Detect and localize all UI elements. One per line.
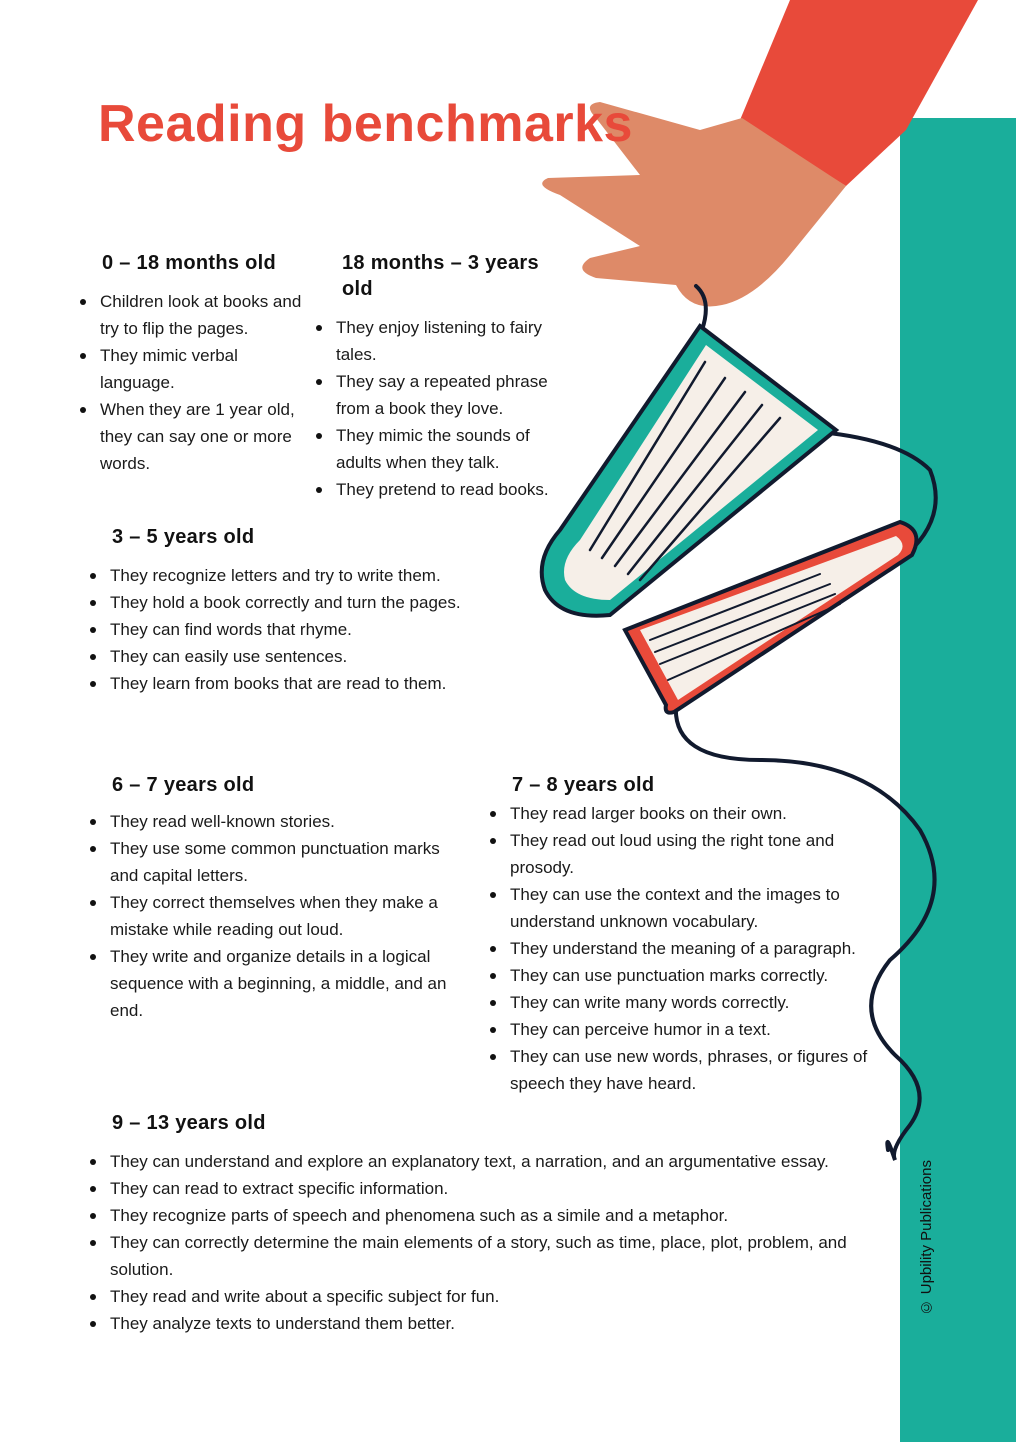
list-item: They recognize parts of speech and phenomena such as a simile and a metaphor.: [88, 1202, 878, 1229]
bullet-list: [488, 800, 890, 1097]
list-item: They read well-known stories.: [88, 808, 460, 835]
list-item: They write and organize details in a logical sequence with a beginning, a middle, and an end.: [88, 943, 460, 1024]
section-heading: 9 – 13 years old: [112, 1112, 266, 1134]
bullet-list: [88, 808, 460, 1024]
section-18-months-3-years: [314, 250, 564, 503]
section-0-18-months: [78, 250, 316, 477]
list-item: They can correctly determine the main elements of a story, such as time, place, plot, problem, and solution.: [88, 1229, 878, 1283]
list-item: They can read to extract specific information.: [88, 1175, 878, 1202]
list-item: They recognize letters and try to write them.: [88, 562, 508, 589]
list-item: They read out loud using the right tone and prosody.: [488, 827, 890, 881]
section-3-5-years: [88, 524, 508, 697]
section-7-8-years: [488, 772, 890, 1097]
page-title: Reading benchmarks: [98, 95, 633, 153]
list-item: They mimic verbal language.: [78, 342, 316, 396]
list-item: They can perceive humor in a text.: [488, 1016, 890, 1043]
list-item: Children look at books and try to flip the pages.: [78, 288, 316, 342]
list-item: They say a repeated phrase from a book they love.: [314, 368, 564, 422]
list-item: They hold a book correctly and turn the pages.: [88, 589, 508, 616]
section-6-7-years: [88, 772, 460, 1024]
list-item: They understand the meaning of a paragraph.: [488, 935, 890, 962]
section-heading: 7 – 8 years old: [512, 774, 655, 796]
list-item: They can easily use sentences.: [88, 643, 508, 670]
copyright-credit: © Upbility Publications: [918, 1160, 935, 1316]
list-item: They learn from books that are read to them.: [88, 670, 508, 697]
list-item: They read and write about a specific subject for fun.: [88, 1283, 878, 1310]
list-item: When they are 1 year old, they can say one or more words.: [78, 396, 316, 477]
section-heading: 6 – 7 years old: [112, 774, 255, 796]
list-item: They can use punctuation marks correctly.: [488, 962, 890, 989]
list-item: They can understand and explore an explanatory text, a narration, and an argumentative essay.: [88, 1148, 878, 1175]
bullet-list: [314, 314, 564, 503]
section-heading: 0 – 18 months old: [102, 252, 277, 274]
list-item: They can write many words correctly.: [488, 989, 890, 1016]
list-item: They analyze texts to understand them better.: [88, 1310, 878, 1337]
list-item: They enjoy listening to fairy tales.: [314, 314, 564, 368]
list-item: They correct themselves when they make a mistake while reading out loud.: [88, 889, 460, 943]
list-item: They use some common punctuation marks and capital letters.: [88, 835, 460, 889]
section-heading: 18 months – 3 years old: [342, 252, 539, 300]
bullet-list: [78, 288, 316, 477]
list-item: They can use the context and the images to understand unknown vocabulary.: [488, 881, 890, 935]
list-item: They can find words that rhyme.: [88, 616, 508, 643]
list-item: They mimic the sounds of adults when they talk.: [314, 422, 564, 476]
section-9-13-years: [88, 1110, 878, 1337]
list-item: They read larger books on their own.: [488, 800, 890, 827]
list-item: They pretend to read books.: [314, 476, 564, 503]
bullet-list: [88, 1148, 878, 1337]
section-heading: 3 – 5 years old: [112, 526, 255, 548]
bullet-list: [88, 562, 508, 697]
list-item: They can use new words, phrases, or figures of speech they have heard.: [488, 1043, 890, 1097]
